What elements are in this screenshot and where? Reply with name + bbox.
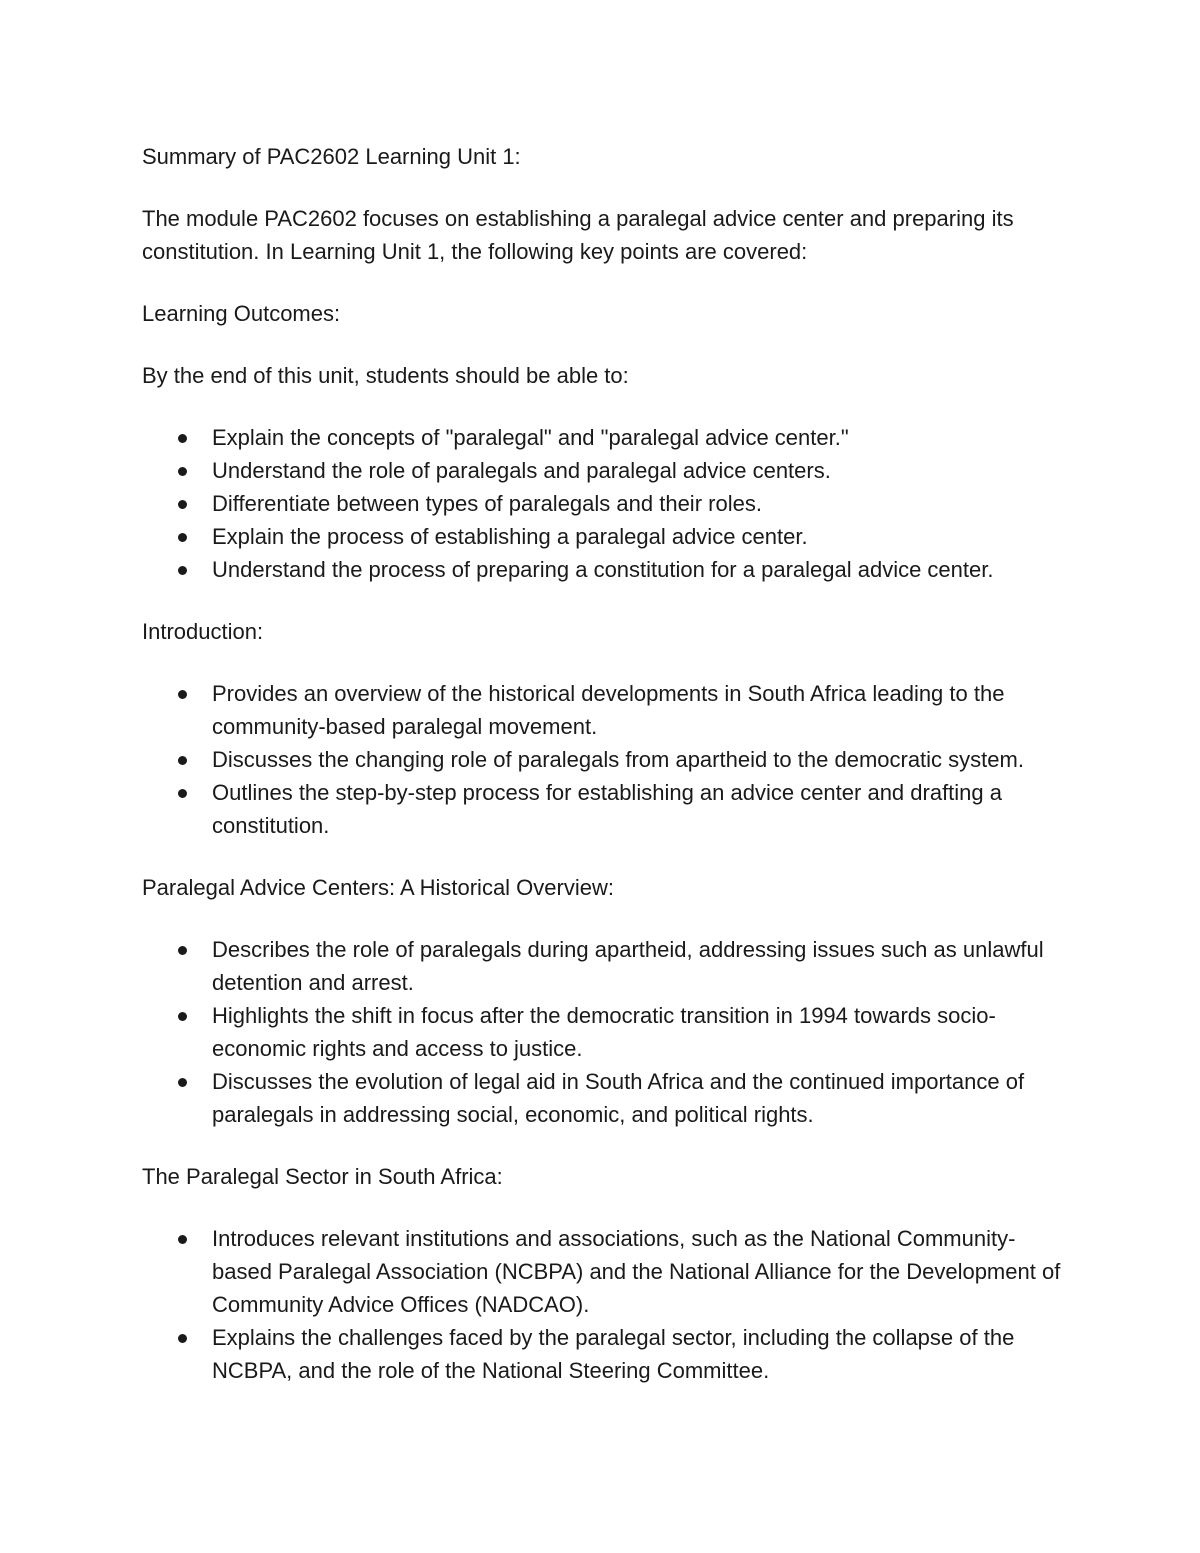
- section-lead-learning-outcomes: By the end of this unit, students should be able to:: [142, 363, 629, 388]
- bullet-icon: [178, 1235, 187, 1244]
- section-heading-historical-overview: Paralegal Advice Centers: A Historical Overview:: [142, 875, 614, 900]
- list-item-text: Explain the process of establishing a paralegal advice center.: [212, 524, 808, 549]
- bullet-icon: [178, 946, 187, 955]
- section-heading-introduction: Introduction:: [142, 619, 264, 644]
- paralegal-sector-list: [142, 1222, 1072, 1387]
- introduction-list: [142, 677, 1072, 842]
- section-heading-learning-outcomes: Learning Outcomes:: [142, 301, 341, 326]
- bullet-icon: [178, 789, 187, 798]
- bullet-icon: [178, 566, 187, 575]
- list-item: [142, 1222, 1072, 1321]
- list-item-text: Discusses the changing role of paralegals from apartheid to the democratic system.: [212, 747, 1024, 772]
- list-item-text: Explains the challenges faced by the paralegal sector, including the collapse of the NCBPA, and the role of the National Steering Committee.: [212, 1325, 1015, 1383]
- list-item: [142, 1065, 1072, 1131]
- list-item-text: Highlights the shift in focus after the democratic transition in 1994 towards socio-economic rights and access to justice.: [212, 1003, 996, 1061]
- section-heading-paralegal-sector: The Paralegal Sector in South Africa:: [142, 1164, 503, 1189]
- list-item-text: Describes the role of paralegals during apartheid, addressing issues such as unlawful detention and arrest.: [212, 937, 1044, 995]
- list-item: [142, 743, 1072, 776]
- list-item: [142, 454, 1072, 487]
- list-item: [142, 999, 1072, 1065]
- bullet-icon: [178, 1078, 187, 1087]
- list-item-text: Provides an overview of the historical developments in South Africa leading to the community-based paralegal movement.: [212, 681, 1005, 739]
- list-item: [142, 421, 1072, 454]
- bullet-icon: [178, 500, 187, 509]
- bullet-icon: [178, 467, 187, 476]
- list-item: [142, 520, 1072, 553]
- list-item-text: Discusses the evolution of legal aid in South Africa and the continued importance of paralegals in addressing social, economic, and political rights.: [212, 1069, 1025, 1127]
- bullet-icon: [178, 690, 187, 699]
- document-title: Summary of PAC2602 Learning Unit 1:: [142, 144, 521, 169]
- list-item-text: Introduces relevant institutions and associations, such as the National Community-based Paralegal Association (NCBPA) and the National Alliance for the Development of Community Advice Offices (NADCAO).: [212, 1226, 1061, 1317]
- list-item: [142, 933, 1072, 999]
- bullet-icon: [178, 434, 187, 443]
- document-page: [142, 140, 1072, 1416]
- list-item-text: Explain the concepts of "paralegal" and "paralegal advice center.": [212, 425, 849, 450]
- list-item: [142, 1321, 1072, 1387]
- list-item-text: Understand the role of paralegals and paralegal advice centers.: [212, 458, 831, 483]
- list-item: [142, 487, 1072, 520]
- bullet-icon: [178, 1334, 187, 1343]
- list-item-text: Differentiate between types of paralegals and their roles.: [212, 491, 762, 516]
- list-item: [142, 677, 1072, 743]
- bullet-icon: [178, 1012, 187, 1021]
- bullet-icon: [178, 533, 187, 542]
- list-item: [142, 553, 1072, 586]
- learning-outcomes-list: [142, 421, 1072, 586]
- list-item-text: Outlines the step-by-step process for establishing an advice center and drafting a constitution.: [212, 780, 1003, 838]
- list-item-text: Understand the process of preparing a constitution for a paralegal advice center.: [212, 557, 994, 582]
- intro-paragraph: The module PAC2602 focuses on establishing a paralegal advice center and preparing its constitution. In Learning Unit 1, the following key points are covered:: [142, 206, 1014, 264]
- list-item: [142, 776, 1072, 842]
- historical-overview-list: [142, 933, 1072, 1131]
- bullet-icon: [178, 756, 187, 765]
